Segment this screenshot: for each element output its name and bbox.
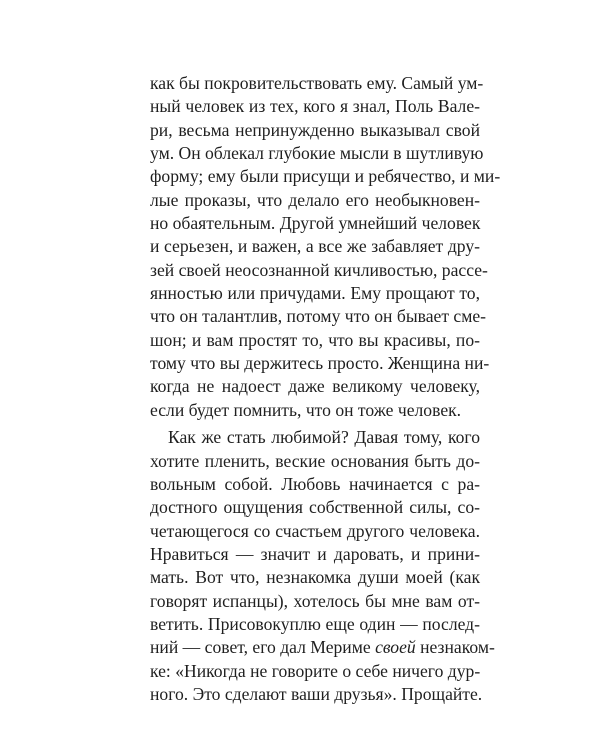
text-segment: ний — совет, его дал Мериме: [150, 637, 376, 658]
text-line: что он талантлив, потому что он бывает сме-: [150, 306, 487, 327]
text-line: тому что вы держитесь просто. Женщина ни-: [150, 353, 490, 374]
text-line: четающегося со счастьем другого человека.: [150, 520, 480, 541]
text-line: достного ощущения собственной силы, со-: [150, 497, 480, 518]
italic-word: своей: [375, 637, 416, 658]
paragraph-1: [150, 72, 501, 422]
text-line: хотите пленить, веские основания быть до-: [150, 450, 480, 471]
text-line: ри, весьма непринужденно выказывал свой: [150, 119, 480, 140]
text-line: Как же стать любимой? Давая тому, кого: [168, 427, 480, 448]
text-line: янностью или причудами. Ему прощают то,: [150, 283, 480, 304]
text-line: как бы покровительствовать ему. Самый ум-: [150, 73, 484, 93]
text-line: когда не надоест даже великому человеку,: [150, 376, 480, 397]
text-line: лые проказы, что делало его необыкновен-: [150, 189, 480, 210]
text-line: форму; ему были присущи и ребячество, и ми-: [150, 166, 501, 187]
text-line: шон; и вам простят то, что вы красивы, по-: [150, 329, 480, 350]
text-line: ке: «Никогда не говорите о себе ничего дур-: [150, 660, 481, 681]
text-line: вольным собой. Любовь начинается с ра-: [150, 473, 480, 494]
text-line: мать. Вот что, незнакомка души моей (как: [150, 567, 480, 588]
text-line: но обаятельным. Другой умнейший человек: [150, 213, 481, 234]
text-line: ум. Он облекал глубокие мысли в шутливую: [150, 143, 484, 164]
body-text: [150, 72, 501, 706]
text-line: ный человек из тех, кого я знал, Поль Вале-: [150, 96, 480, 117]
text-line: и серьезен, и важен, а все же забавляет дру-: [150, 236, 480, 257]
text-line: зей своей неосознанной кичливостью, рассе-: [150, 259, 488, 280]
text-line: Нравиться — значит и даровать, и прини-: [150, 543, 480, 564]
text-line: ного. Это сделают ваши друзья». Прощайте.: [150, 683, 483, 704]
text-line: ветить. Присовокуплю еще один — послед-: [150, 613, 480, 634]
text-line: [150, 636, 495, 659]
text-line: говорят испанцы), хотелось бы мне вам от-: [150, 590, 480, 611]
paragraph-2: [150, 426, 495, 706]
text-segment: незнаком-: [415, 637, 495, 658]
text-line: если будет помнить, что он тоже человек.: [150, 399, 462, 420]
